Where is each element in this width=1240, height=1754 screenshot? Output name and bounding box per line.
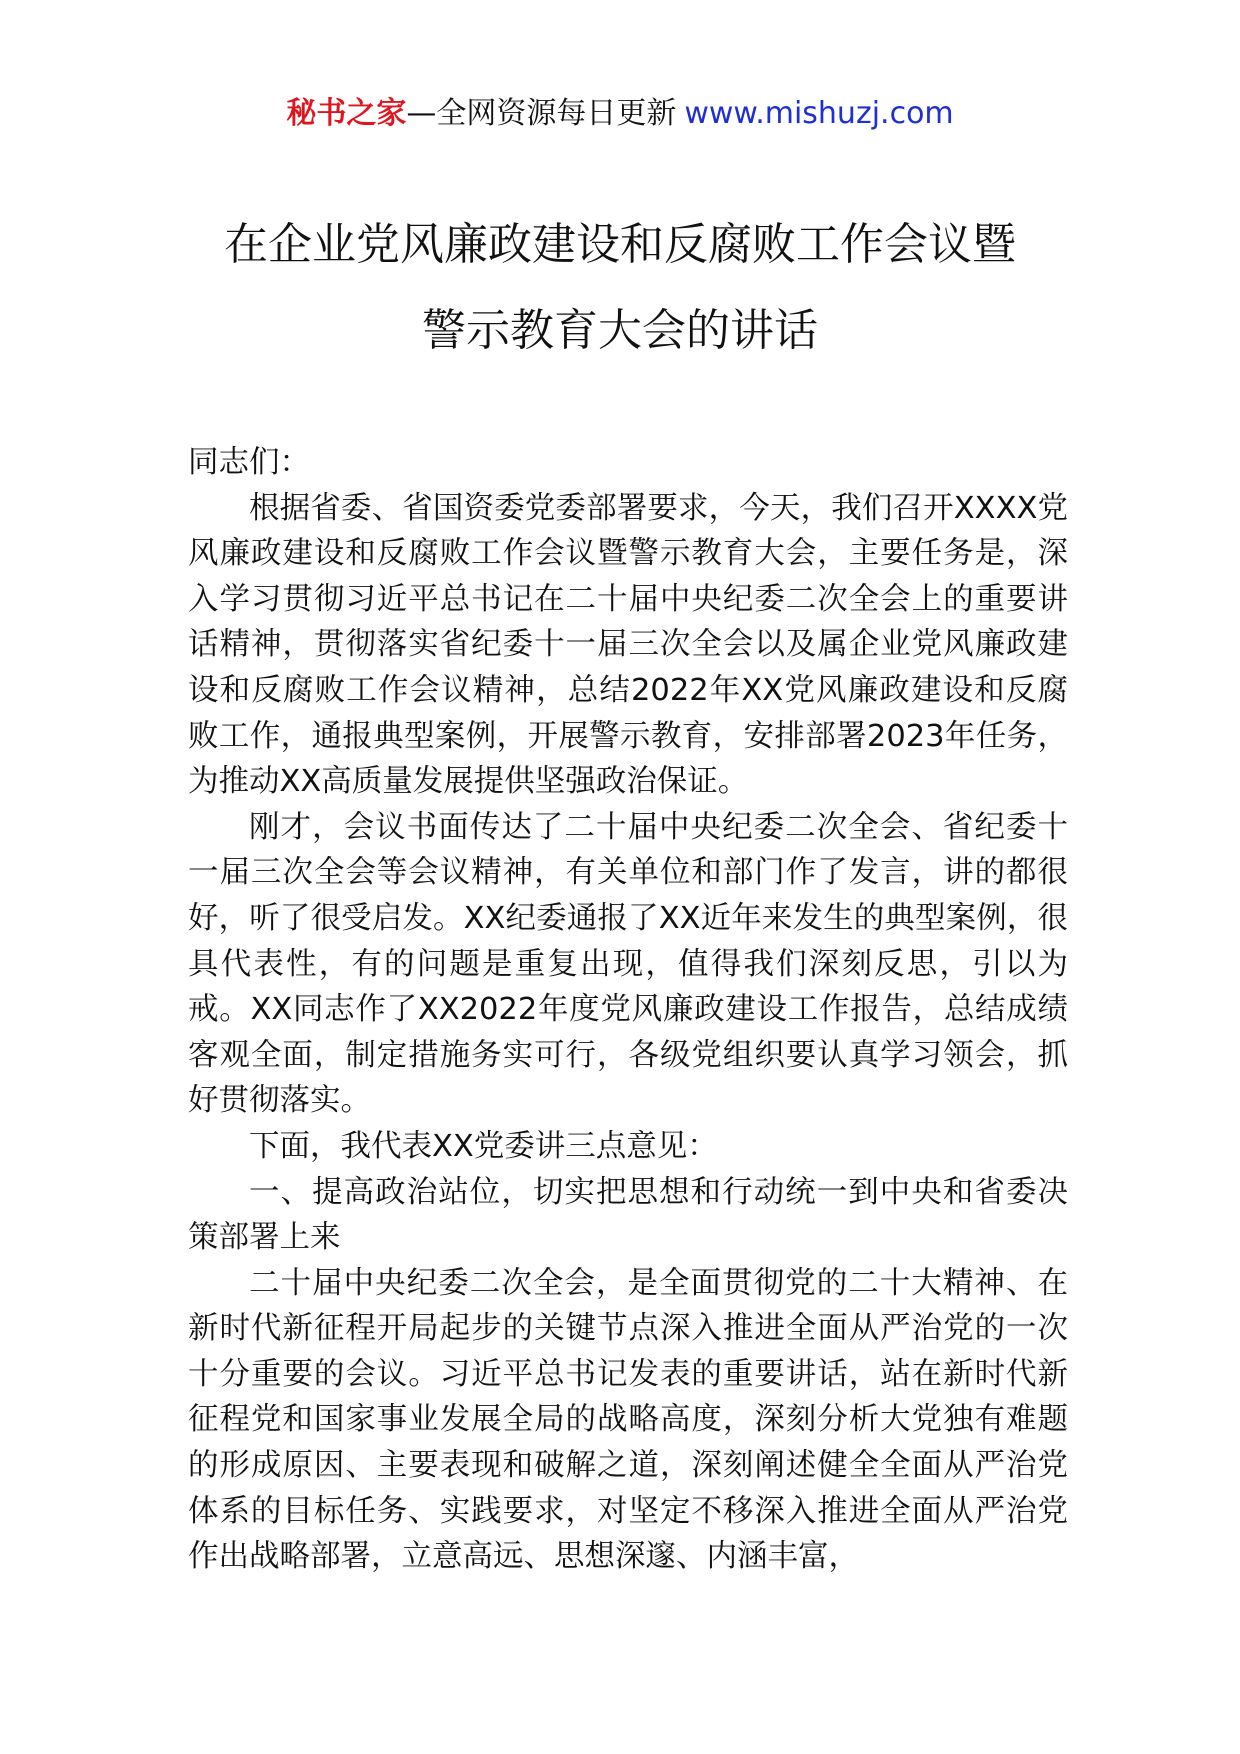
- document-title: [150, 202, 1090, 374]
- salutation: 同志们：: [188, 445, 310, 480]
- brand-name: 秘书之家: [286, 96, 407, 131]
- paragraph-transition: 下面，我代表XX党委讲三点意见：: [249, 1128, 718, 1164]
- paragraph-intro: 根据省委、省国资委党委部署要求，今天，我们召开XXXX党风廉政建设和反腐败工作会议暨警示教育大会，主要任务是，深入学习贯彻习近平总书记在二十届中央纪委二次全会上的重要讲话精神，贯彻落实省纪委十一届三次全会以及属企业党风廉政建设和反腐败工作会议精神，总结2022年XX党风廉政建设和反腐败工作，通报典型案例，开展警示教育，安排部署2023年任务，为推动XX高质量发展提供坚强政治保证。: [188, 490, 1068, 800]
- paragraph-review: 刚才，会议书面传达了二十届中央纪委二次全会、省纪委十一届三次全会等会议精神，有关单位和部门作了发言，讲的都很好，听了很受启发。XX纪委通报了XX近年来发生的典型案例，很具代表性，有的问题是重复出现，值得我们深刻反思，引以为戒。XX同志作了XX2022年度党风廉政建设工作报告，总结成绩客观全面，制定措施务实可行，各级党组织要认真学习领会，抓好贯彻落实。: [188, 809, 1068, 1119]
- site-url-link[interactable]: www.mishuzj.com: [684, 96, 954, 131]
- section-heading-1: 一、提高政治站位，切实把思想和行动统一到中央和省委决策部署上来: [188, 1174, 1068, 1256]
- title-line-1: 在企业党风廉政建设和反腐败工作会议暨: [224, 219, 1016, 270]
- document-body: [188, 440, 1068, 1580]
- title-line-2: 警示教育大会的讲话: [422, 305, 818, 356]
- paragraph-section-1: 二十届中央纪委二次全会，是全面贯彻党的二十大精神、在新时代新征程开局起步的关键节点深入推进全面从严治党的一次十分重要的会议。习近平总书记发表的重要讲话，站在新时代新征程党和国家事业发展全局的战略高度，深刻分析大党独有难题的形成原因、主要表现和破解之道，深刻阐述健全全面从严治党体系的目标任务、实践要求，对坚定不移深入推进全面从严治党作出战略部署，立意高远、思想深邃、内涵丰富，: [188, 1265, 1068, 1575]
- site-header: [0, 94, 1240, 134]
- header-tagline: —全网资源每日更新: [406, 96, 677, 131]
